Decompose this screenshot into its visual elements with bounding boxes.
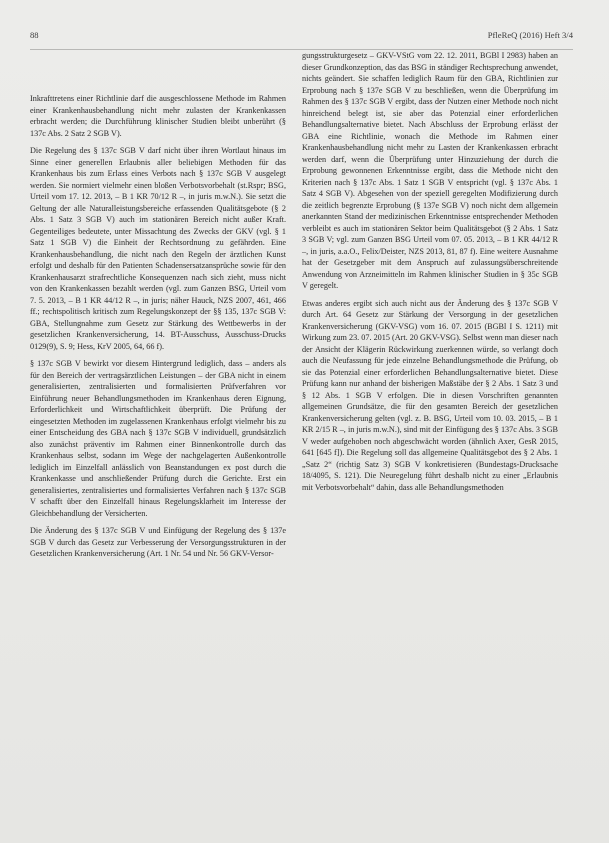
paragraph: Die Änderung des § 137c SGB V und Einfügung der Regelung des § 137e SGB V durch das Gesetz zur Verbesserung der Versorgungsstrukturen in der Gesetzlichen Krankenversicherung (Art. 1 Nr. 54 und Nr. 56 GKV-Versor- (30, 526, 286, 558)
right-column (302, 50, 558, 499)
paragraph: Die Regelung des § 137c SGB V darf nicht über ihren Wortlaut hinaus im Sinne einer generellen Erlaubnis aller beliebigen Methoden für das Krankenhaus bis zum Erlass eines Verbots nach § 137c SGB V ausgelegt werden. Sie normiert vielmehr einen bloßen Verbotsvorbehalt (st.Rspr; BSG, Urteil vom 17. 12. 2013, – B 1 KR 70/12 R –, in juris m.w.N.). Sie setzt die Geltung der alle Naturalleistungsbereiche erfassenden Qualitätsgebote (§ 2 Abs. 1 Satz 3 SGB V) auch im stationären Bereich nicht außer Kraft. Gegenteiliges bedeutete, unter Missachtung des Zwecks der GKV (vgl. § 1 Satz 1 SGB V) die Einheit der Rechtsordnung zu gefährden. Eine Krankenhausbehandlung, die nicht nach den Regeln der ärztlichen Kunst erfolgt und deshalb für den Patienten Schadensersatzansprüche sowie für den Krankenhausarzt strafrechtliche Konsequenzen nach sich zieht, muss nicht von den Krankenkassen bezahlt werden (vgl. zum Ganzen BSG, Urteil vom 7. 5. 2013, – B 1 KR 44/12 R –, in juris; näher Hauck, NZS 2007, 461, 466 ff.; rechtspolitisch kritisch zum Regelungskonzept der §§ 135, 137c SGB V: GBA, Stellungnahme zum Gesetz zur Stärkung des Wettbewerbs in der gesetzlichen Krankenversicherung, 14. BT-Ausschuss, Ausschuss-Drucks 0129(9), S. 9; Hess, KrV 2005, 64, 66 f). (30, 146, 286, 351)
paragraph: Inkrafttretens einer Richtlinie darf die ausgeschlossene Methode im Rahmen einer Krankenhausbehandlung nicht mehr zulasten der Krankenkassen erbracht werden; die Durchführung klinischer Studien bleibt unberührt (§ 137c Abs. 2 Satz 2 SGB V). (30, 94, 286, 138)
paragraph: gungsstrukturgesetz – GKV-VStG vom 22. 12. 2011, BGBl I 2983) haben an dieser Grundkonzeption, das das BSG in ständiger Rechtsprechung anwendet, nichts geändert. Sie schaffen lediglich Raum für den GBA, Richtlinien zur Erprobung nach § 137e SGB V zu beschließen, wenn die Überprüfung im Rahmen des § 137c SGB V ergibt, dass der Nutzen einer Methode noch nicht hinreichend belegt ist, sie aber das Potenzial einer erforderlichen Behandlungsalternative bietet. Nach Abschluss der Erprobung erlässt der GBA eine Richtlinie, wonach die Methode im Rahmen einer Krankenhausbehandlung nicht mehr zu Lasten der Krankenkassen erbracht werden darf, wenn die Überprüfung unter Hinzuziehung der durch die Erprobung gewonnenen Erkenntnisse ergibt, dass die Methode nicht den Kriterien nach § 137c Abs. 1 Satz 1 SGB V entspricht (vgl. § 137c Abs. 1 Satz 4 SGB V). Abgesehen von der speziell geregelten Modifizierung durch die zeitlich begrenzte Erprobung (§ 137e SGB V) noch nicht dem allgemein anerkannten Stand der medizinischen Erkenntnisse entsprechender Methoden verbleibt es auch im stationären Sektor beim Qualitätsgebot (§ 2 Abs. 1 Satz 3 SGB V; vgl. zum Ganzen BSG Urteil vom 07. 05. 2013, – B 1 KR 44/12 R –, in juris, a.a.O., Felix/Deister, NZS 2013, 81, 87 f). Eine weitere Ausnahme hat der Gesetzgeber mit dem Anspruch auf zulassungsüberschreitende Anwendung von Arzneimitteln im Rahmen klinischer Studien in § 35c SGB V geregelt. (302, 51, 558, 290)
page-header (30, 30, 573, 44)
page-number: 88 (30, 30, 39, 40)
journal-title: PfleReQ (2016) Heft 3/4 (487, 30, 573, 40)
paragraph: Etwas anderes ergibt sich auch nicht aus der Änderung des § 137c SGB V durch Art. 64 Gesetz zur Stärkung der Versorgung in der gesetzlichen Krankenversicherung (GKV-VSG) vom 16. 07. 2015 (BGBl I S. 1211) mit Wirkung zum 23. 07. 2015 (Art. 20 GKV-VSG). Selbst wenn man dieser nach der Ansicht der Klägerin Rückwirkung zuerkennen würde, so verlangt doch auch die Neufassung für jede einzelne Behandlungsmethode die Prüfung, ob sie das Potenzial einer erforderlichen Behandlungsalternative bietet. Diese Prüfung kann nur anhand der bisherigen Maßstäbe der § 2 Abs. 1 Satz 3 und § 12 Abs. 1 SGB V erfolgen. Die in diesen Vorschriften genannten allgemeinen Grundsätze, die für den gesamten Bereich der gesetzlichen Krankenversicherung gelten (vgl. z. B. BSG, Urteil vom 10. 03. 2015, – B 1 KR 2/15 R –, in juris m.w.N.), sind mit der Einfügung des § 137c Abs. 3 SGB V weder aufgehoben noch abgeschwächt worden (ähnlich Axer, GesR 2015, 641 [645 f]). Die Regelung soll das allgemeine Qualitätsgebot des § 2 Abs. 1 „Satz 2“ (richtig Satz 3) SGB V konkretisieren (Bundestags-Drucksache 18/4095, S. 121). Die Neuregelung führt deshalb nicht zu einer „Erlaubnis mit Verbotsvorbehalt“ dahin, dass alle Behandlungsmethoden (302, 298, 558, 492)
paragraph: § 137c SGB V bewirkt vor diesem Hintergrund lediglich, dass – anders als für den Bereich der vertragsärztlichen Leistungen – der GBA nicht in einem generalisierten, zentralisierten und formalisierten Prüfverfahren vor Einführung neuer Behandlungsmethoden im Krankenhaus deren Eignung, Erforderlichkeit und Wirtschaftlichkeit überprüft. Die Prüfung der eingesetzten Methoden im zugelassenen Krankenhaus erfolgt vielmehr bis zu einer Entscheidung des GBA nach § 137c SGB V individuell, grundsätzlich also zunächst präventiv im Rahmen einer Binnenkontrolle durch das Krankenhaus selbst, sodann im Wege der nachgelagerten Außenkontrolle lediglich im Einzelfall anlässlich von Beanstandungen ex post durch die Krankenkasse und anschließender Prüfung durch die Gerichte. Erst ein generalisiertes, zentralisiertes und formalisiertes Verfahren nach § 137c SGB V schafft über den Einzelfall hinaus Regelungsklarheit im Interesse der Gleichbehandlung der Versicherten. (30, 359, 286, 518)
left-column (30, 93, 286, 566)
